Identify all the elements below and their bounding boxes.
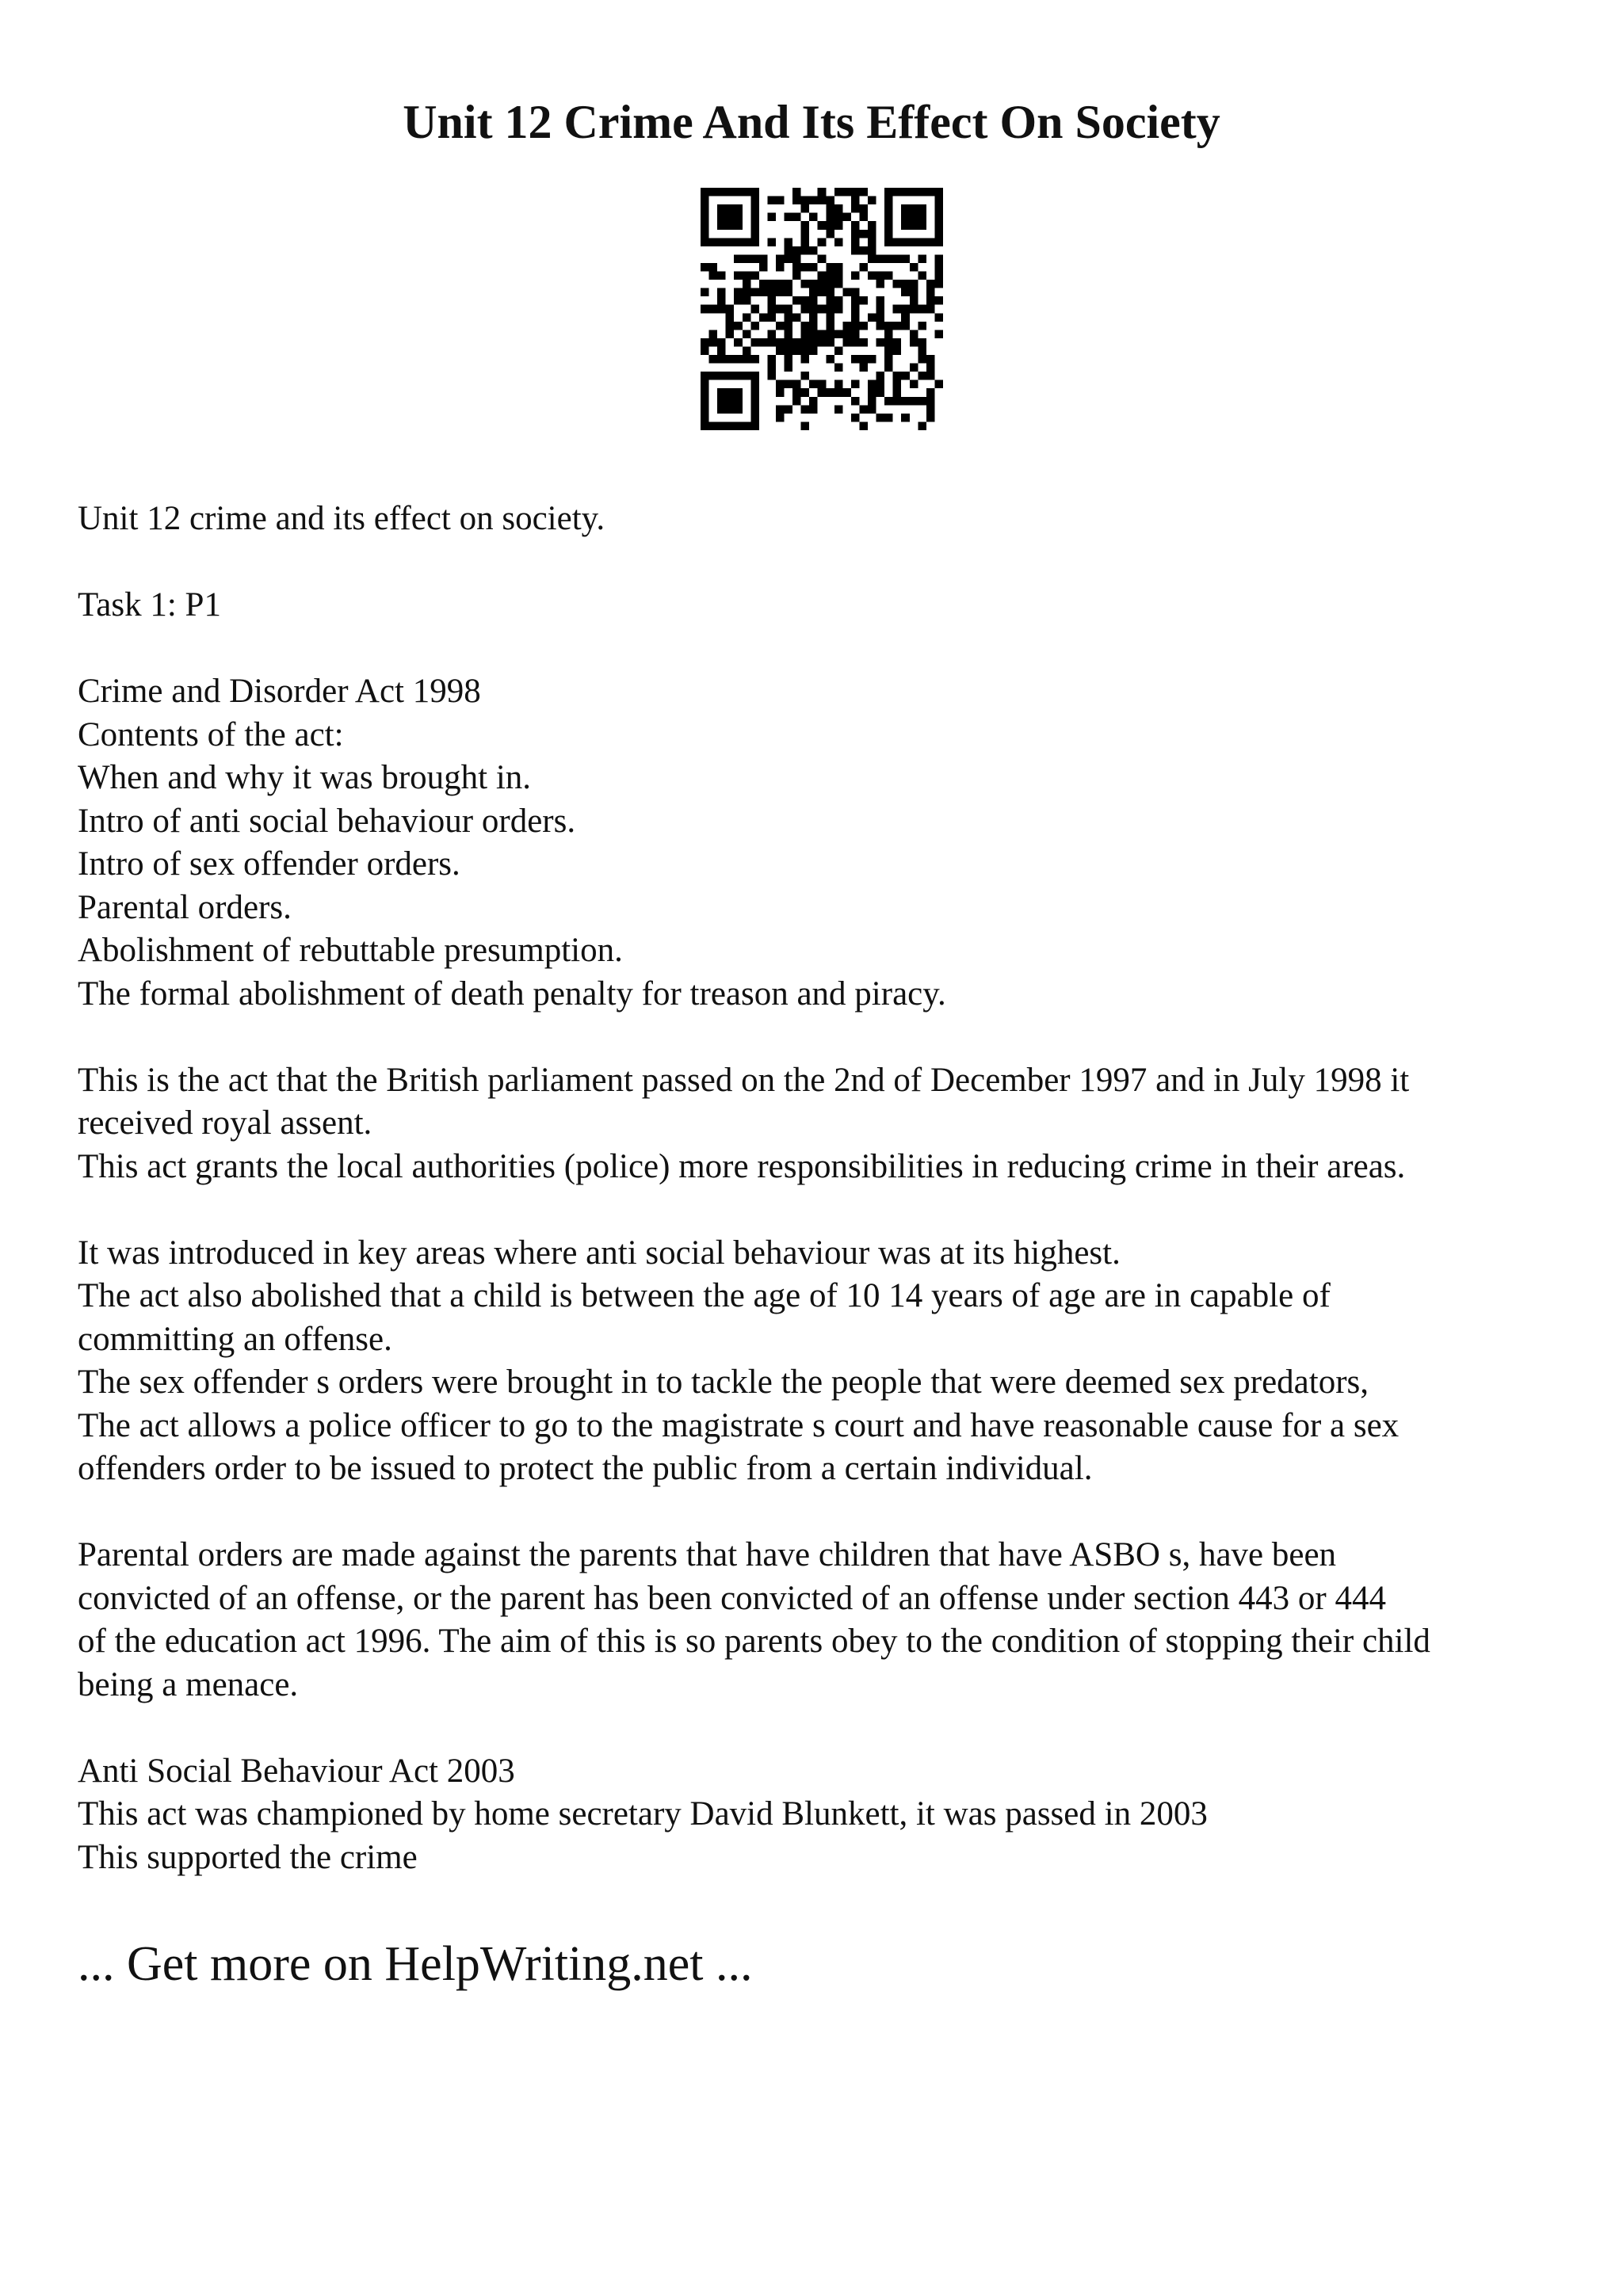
text-line: The sex offender s orders were brought in to tackle the people that were deemed sex predators, (78, 1363, 1369, 1401)
page-title: Unit 12 Crime And Its Effect On Society (403, 96, 1220, 148)
text-line: Abolishment of rebuttable presumption. (78, 932, 623, 969)
document-body (78, 498, 1568, 1879)
text-line: Unit 12 crime and its effect on society. (78, 500, 605, 537)
paragraph (78, 1534, 1568, 1707)
paragraph (78, 584, 1568, 627)
text-line: of the education act 1996. The aim of this is so parents obey to the condition of stopping their child (78, 1623, 1430, 1660)
text-line: Task 1: P1 (78, 586, 221, 624)
text-line: The formal abolishment of death penalty for treason and piracy. (78, 974, 946, 1013)
paragraph-gap (78, 1188, 1568, 1232)
text-line: The act also abolished that a child is between the age of 10 14 years of age are in capable of (78, 1277, 1331, 1314)
text-line: The act allows a police officer to go to the magistrate s court and have reasonable cause for a sex (78, 1406, 1400, 1444)
text-line: Crime and Disorder Act 1998 (78, 673, 481, 710)
paragraph (78, 1750, 1568, 1880)
text-line: This act grants the local authorities (police) more responsibilities in reducing crime in their areas. (78, 1147, 1406, 1185)
paragraph (78, 1059, 1568, 1189)
text-line: Parental orders are made against the parents that have children that have ASBO s, have been (78, 1536, 1337, 1573)
paragraph-gap (78, 1016, 1568, 1059)
paragraph-gap (78, 1707, 1568, 1750)
paragraph (78, 670, 1568, 1016)
text-line: being a menace. (78, 1665, 299, 1703)
text-line: Anti Social Behaviour Act 2003 (78, 1752, 515, 1790)
text-line: This supported the crime (78, 1838, 418, 1876)
text-line: Intro of anti social behaviour orders. (78, 802, 576, 840)
text-line: When and why it was brought in. (78, 759, 532, 796)
paragraph-gap (78, 1491, 1568, 1535)
text-line: received royal assent. (78, 1104, 372, 1142)
paragraph-gap (78, 541, 1568, 585)
text-line: offenders order to be issued to protect the public from a certain individual. (78, 1450, 1093, 1487)
text-line: convicted of an offense, or the parent has been convicted of an offense under section 443 or 444 (78, 1579, 1386, 1617)
text-line: This act was championed by home secretary David Blunkett, it was passed in 2003 (78, 1795, 1208, 1833)
text-line: Intro of sex offender orders. (78, 845, 460, 883)
text-line: Parental orders. (78, 888, 292, 926)
text-line: Contents of the act: (78, 715, 344, 753)
get-more-link[interactable]: ... Get more on HelpWriting.net ... (78, 1937, 753, 1991)
paragraph (78, 498, 1568, 541)
text-line: This is the act that the British parliament passed on the 2nd of December 1997 and in July 1998 it (78, 1061, 1410, 1099)
text-line: committing an offense. (78, 1320, 392, 1358)
text-line: It was introduced in key areas where anti social behaviour was at its highest. (78, 1234, 1121, 1272)
paragraph-gap (78, 627, 1568, 671)
qr-code-icon (701, 188, 943, 430)
paragraph (78, 1232, 1568, 1491)
